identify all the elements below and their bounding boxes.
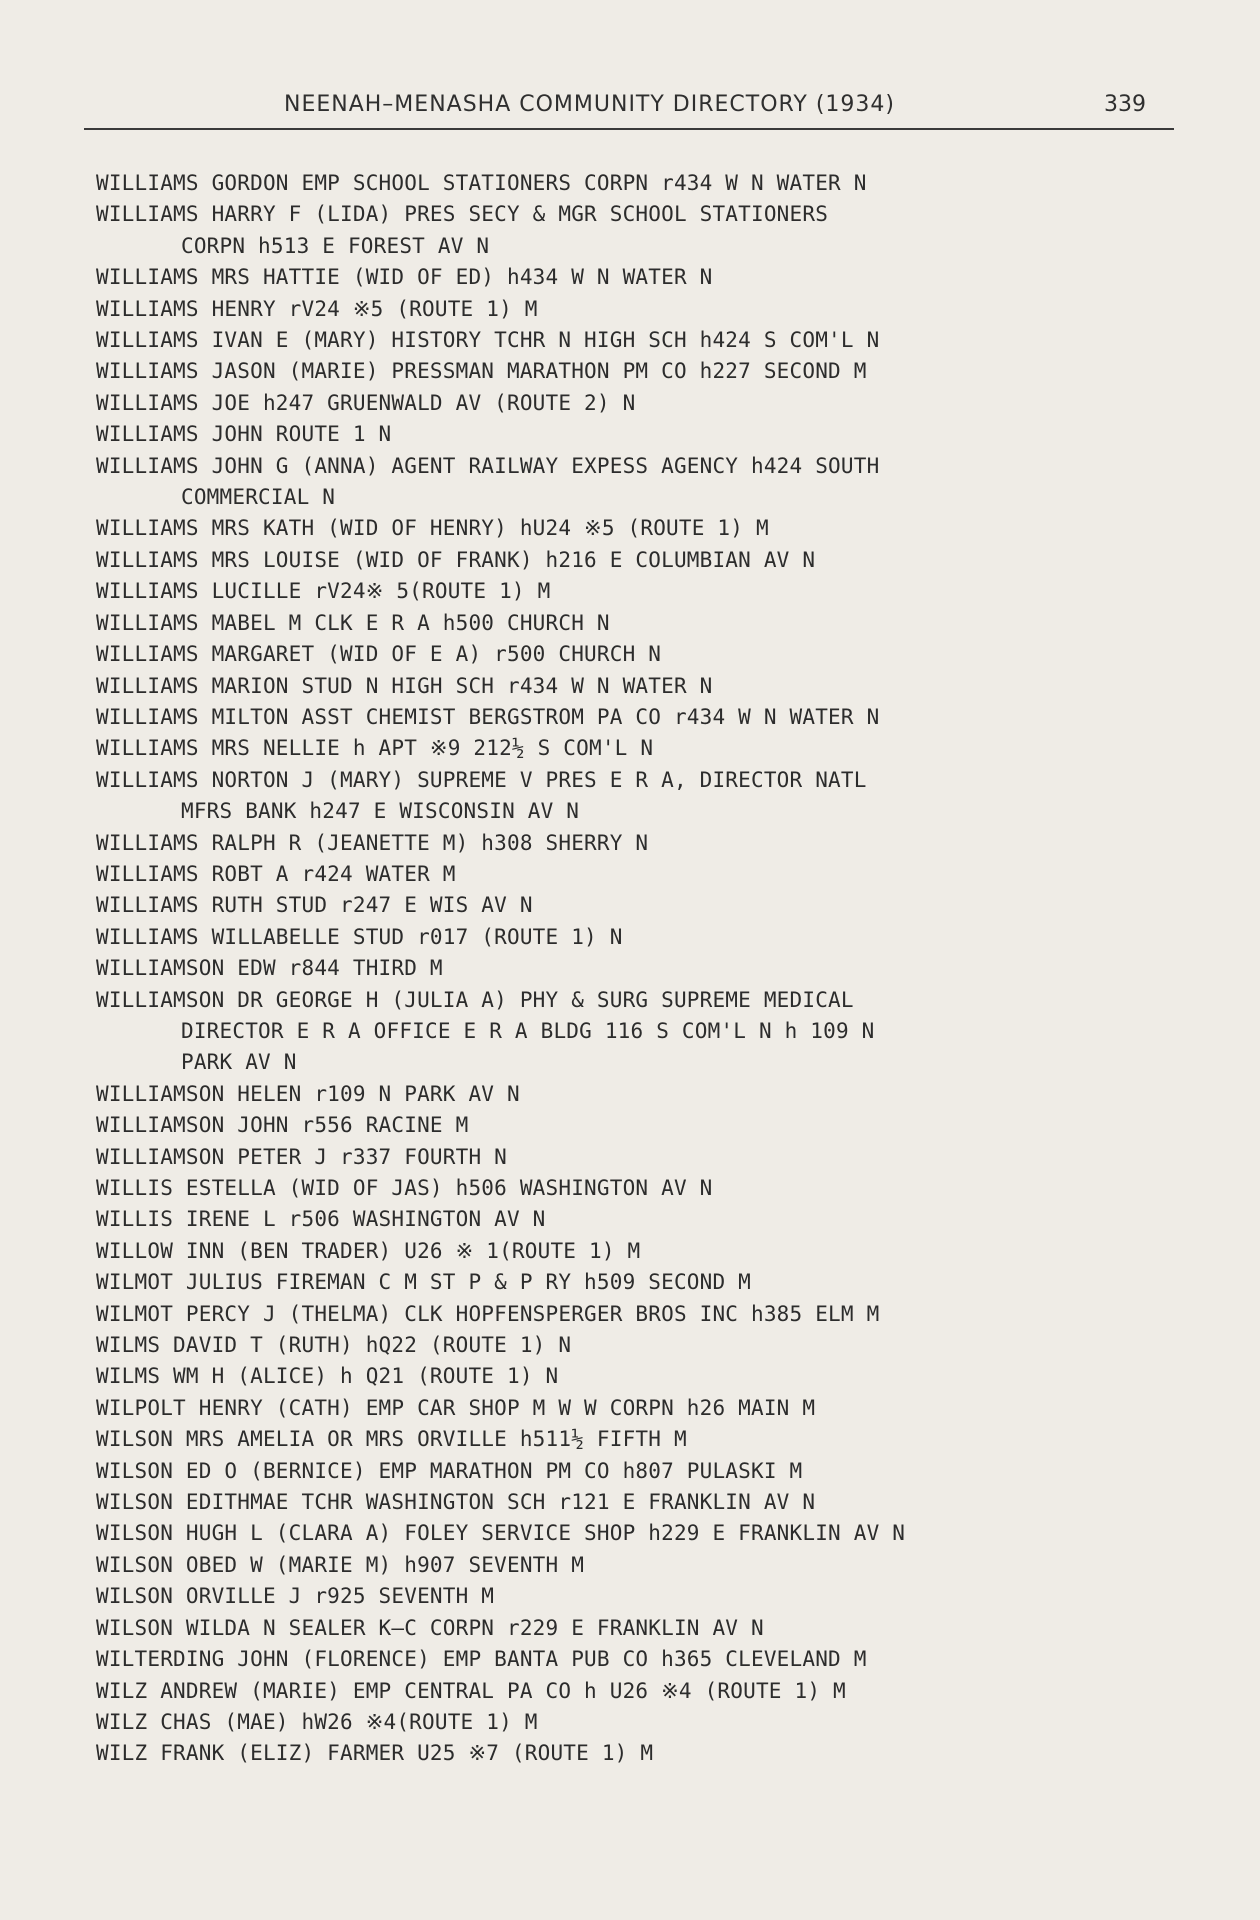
directory-entry-continuation: COMMERCIAL N <box>181 485 336 510</box>
directory-entry: WILLIS IRENE L r506 WASHINGTON AV N <box>96 1207 546 1232</box>
directory-entry: WILLIAMS MARION STUD N HIGH SCH r434 W N WATER N <box>96 673 713 698</box>
directory-entry: WILLIAMSON PETER J r337 FOURTH N <box>96 1144 507 1169</box>
directory-entry: WILMOT JULIUS FIREMAN C M ST P & P RY h509 SECOND M <box>96 1270 751 1295</box>
directory-entry: WILLIAMS JOE h247 GRUENWALD AV (ROUTE 2) N <box>96 390 636 415</box>
directory-entry: WILLIAMS JOHN G (ANNA) AGENT RAILWAY EXPESS AGENCY h424 SOUTH <box>96 453 880 478</box>
directory-entry: WILSON HUGH L (CLARA A) FOLEY SERVICE SHOP h229 E FRANKLIN AV N <box>96 1521 906 1546</box>
directory-entry: WILSON WILDA N SEALER K–C CORPN r229 E FRANKLIN AV N <box>96 1615 764 1640</box>
directory-entry: WILLIAMSON EDW r844 THIRD M <box>96 956 443 981</box>
page-header <box>84 88 1174 130</box>
directory-entry: WILMS WM H (ALICE) h Q21 (ROUTE 1) N <box>96 1364 559 1389</box>
directory-entry: WILLIAMS RALPH R (JEANETTE M) h308 SHERRY N <box>96 830 649 855</box>
directory-entry: WILLIAMS ROBT A r424 WATER M <box>96 861 456 886</box>
directory-entry: WILLIAMS MRS NELLIE h APT ※9 212½ S COM'L N <box>96 736 654 761</box>
directory-entry: WILSON ED O (BERNICE) EMP MARATHON PM CO h807 PULASKI M <box>96 1458 803 1483</box>
directory-entry: WILLIAMS IVAN E (MARY) HISTORY TCHR N HIGH SCH h424 S COM'L N <box>96 328 880 353</box>
directory-entry: WILLIAMS WILLABELLE STUD r017 (ROUTE 1) N <box>96 924 623 949</box>
directory-entry: WILLIAMS MARGARET (WID OF E A) r500 CHURCH N <box>96 642 662 667</box>
directory-entry: WILLIAMS MABEL M CLK E R A h500 CHURCH N <box>96 610 610 635</box>
directory-entry: WILLIAMS LUCILLE rV24※ 5(ROUTE 1) M <box>96 579 551 604</box>
page-number: 339 <box>1104 92 1146 117</box>
directory-entry: WILLIAMS MRS LOUISE (WID OF FRANK) h216 E COLUMBIAN AV N <box>96 547 816 572</box>
directory-entry-continuation: CORPN h513 E FOREST AV N <box>181 233 490 258</box>
directory-entry: WILLIAMS JASON (MARIE) PRESSMAN MARATHON PM CO h227 SECOND M <box>96 359 867 384</box>
directory-entry: WILLIAMSON JOHN r556 RACINE M <box>96 1113 469 1138</box>
directory-entry: WILLIS ESTELLA (WID OF JAS) h506 WASHINGTON AV N <box>96 1176 713 1200</box>
directory-entry: WILLIAMS HARRY F (LIDA) PRES SECY & MGR SCHOOL STATIONERS <box>96 202 829 227</box>
directory-entry: WILSON MRS AMELIA OR MRS ORVILLE h511½ FIFTH M <box>96 1427 687 1452</box>
directory-entry: WILSON OBED W (MARIE M) h907 SEVENTH M <box>96 1552 585 1577</box>
directory-listing <box>96 168 1176 1770</box>
directory-entry: WILZ CHAS (MAE) hW26 ※4(ROUTE 1) M <box>96 1709 538 1734</box>
directory-entry: WILPOLT HENRY (CATH) EMP CAR SHOP M W W CORPN h26 MAIN M <box>96 1395 816 1420</box>
directory-entry: WILLIAMS NORTON J (MARY) SUPREME V PRES E R A, DIRECTOR NATL <box>96 767 867 792</box>
page-title: NEENAH–MENASHA COMMUNITY DIRECTORY (1934) <box>284 92 896 117</box>
directory-entry: WILLIAMS MRS HATTIE (WID OF ED) h434 W N WATER N <box>96 265 713 290</box>
directory-entry: WILLIAMS MRS KATH (WID OF HENRY) hU24 ※5 (ROUTE 1) M <box>96 516 769 541</box>
directory-entry: WILLIAMS HENRY rV24 ※5 (ROUTE 1) M <box>96 296 538 321</box>
directory-entry: WILLIAMS JOHN ROUTE 1 N <box>96 422 392 447</box>
directory-entry: WILSON EDITHMAE TCHR WASHINGTON SCH r121 E FRANKLIN AV N <box>96 1490 816 1515</box>
directory-entry: WILLIAMSON HELEN r109 N PARK AV N <box>96 1081 520 1106</box>
directory-entry: WILLIAMS MILTON ASST CHEMIST BERGSTROM PA CO r434 W N WATER N <box>96 704 880 729</box>
directory-entry-continuation: MFRS BANK h247 E WISCONSIN AV N <box>181 799 580 824</box>
directory-entry: WILTERDING JOHN (FLORENCE) EMP BANTA PUB CO h365 CLEVELAND M <box>96 1647 867 1672</box>
directory-entry: WILLIAMSON DR GEORGE H (JULIA A) PHY & SURG SUPREME MEDICAL <box>96 987 854 1012</box>
directory-entry-continuation: DIRECTOR E R A OFFICE E R A BLDG 116 S COM'L N h 109 N <box>181 1018 875 1043</box>
directory-entry: WILLIAMS GORDON EMP SCHOOL STATIONERS CORPN r434 W N WATER N <box>96 171 867 195</box>
directory-entry: WILZ ANDREW (MARIE) EMP CENTRAL PA CO h U26 ※4 (ROUTE 1) M <box>96 1678 846 1703</box>
directory-entry: WILLOW INN (BEN TRADER) U26 ※ 1(ROUTE 1) M <box>96 1238 641 1263</box>
directory-entry: WILSON ORVILLE J r925 SEVENTH M <box>96 1584 495 1609</box>
directory-entry: WILMS DAVID T (RUTH) hQ22 (ROUTE 1) N <box>96 1333 572 1358</box>
directory-entry-continuation: PARK AV N <box>181 1050 297 1075</box>
directory-entry: WILMOT PERCY J (THELMA) CLK HOPFENSPERGER BROS INC h385 ELM M <box>96 1301 880 1326</box>
directory-entry: WILZ FRANK (ELIZ) FARMER U25 ※7 (ROUTE 1) M <box>96 1741 654 1766</box>
directory-entry: WILLIAMS RUTH STUD r247 E WIS AV N <box>96 893 533 918</box>
